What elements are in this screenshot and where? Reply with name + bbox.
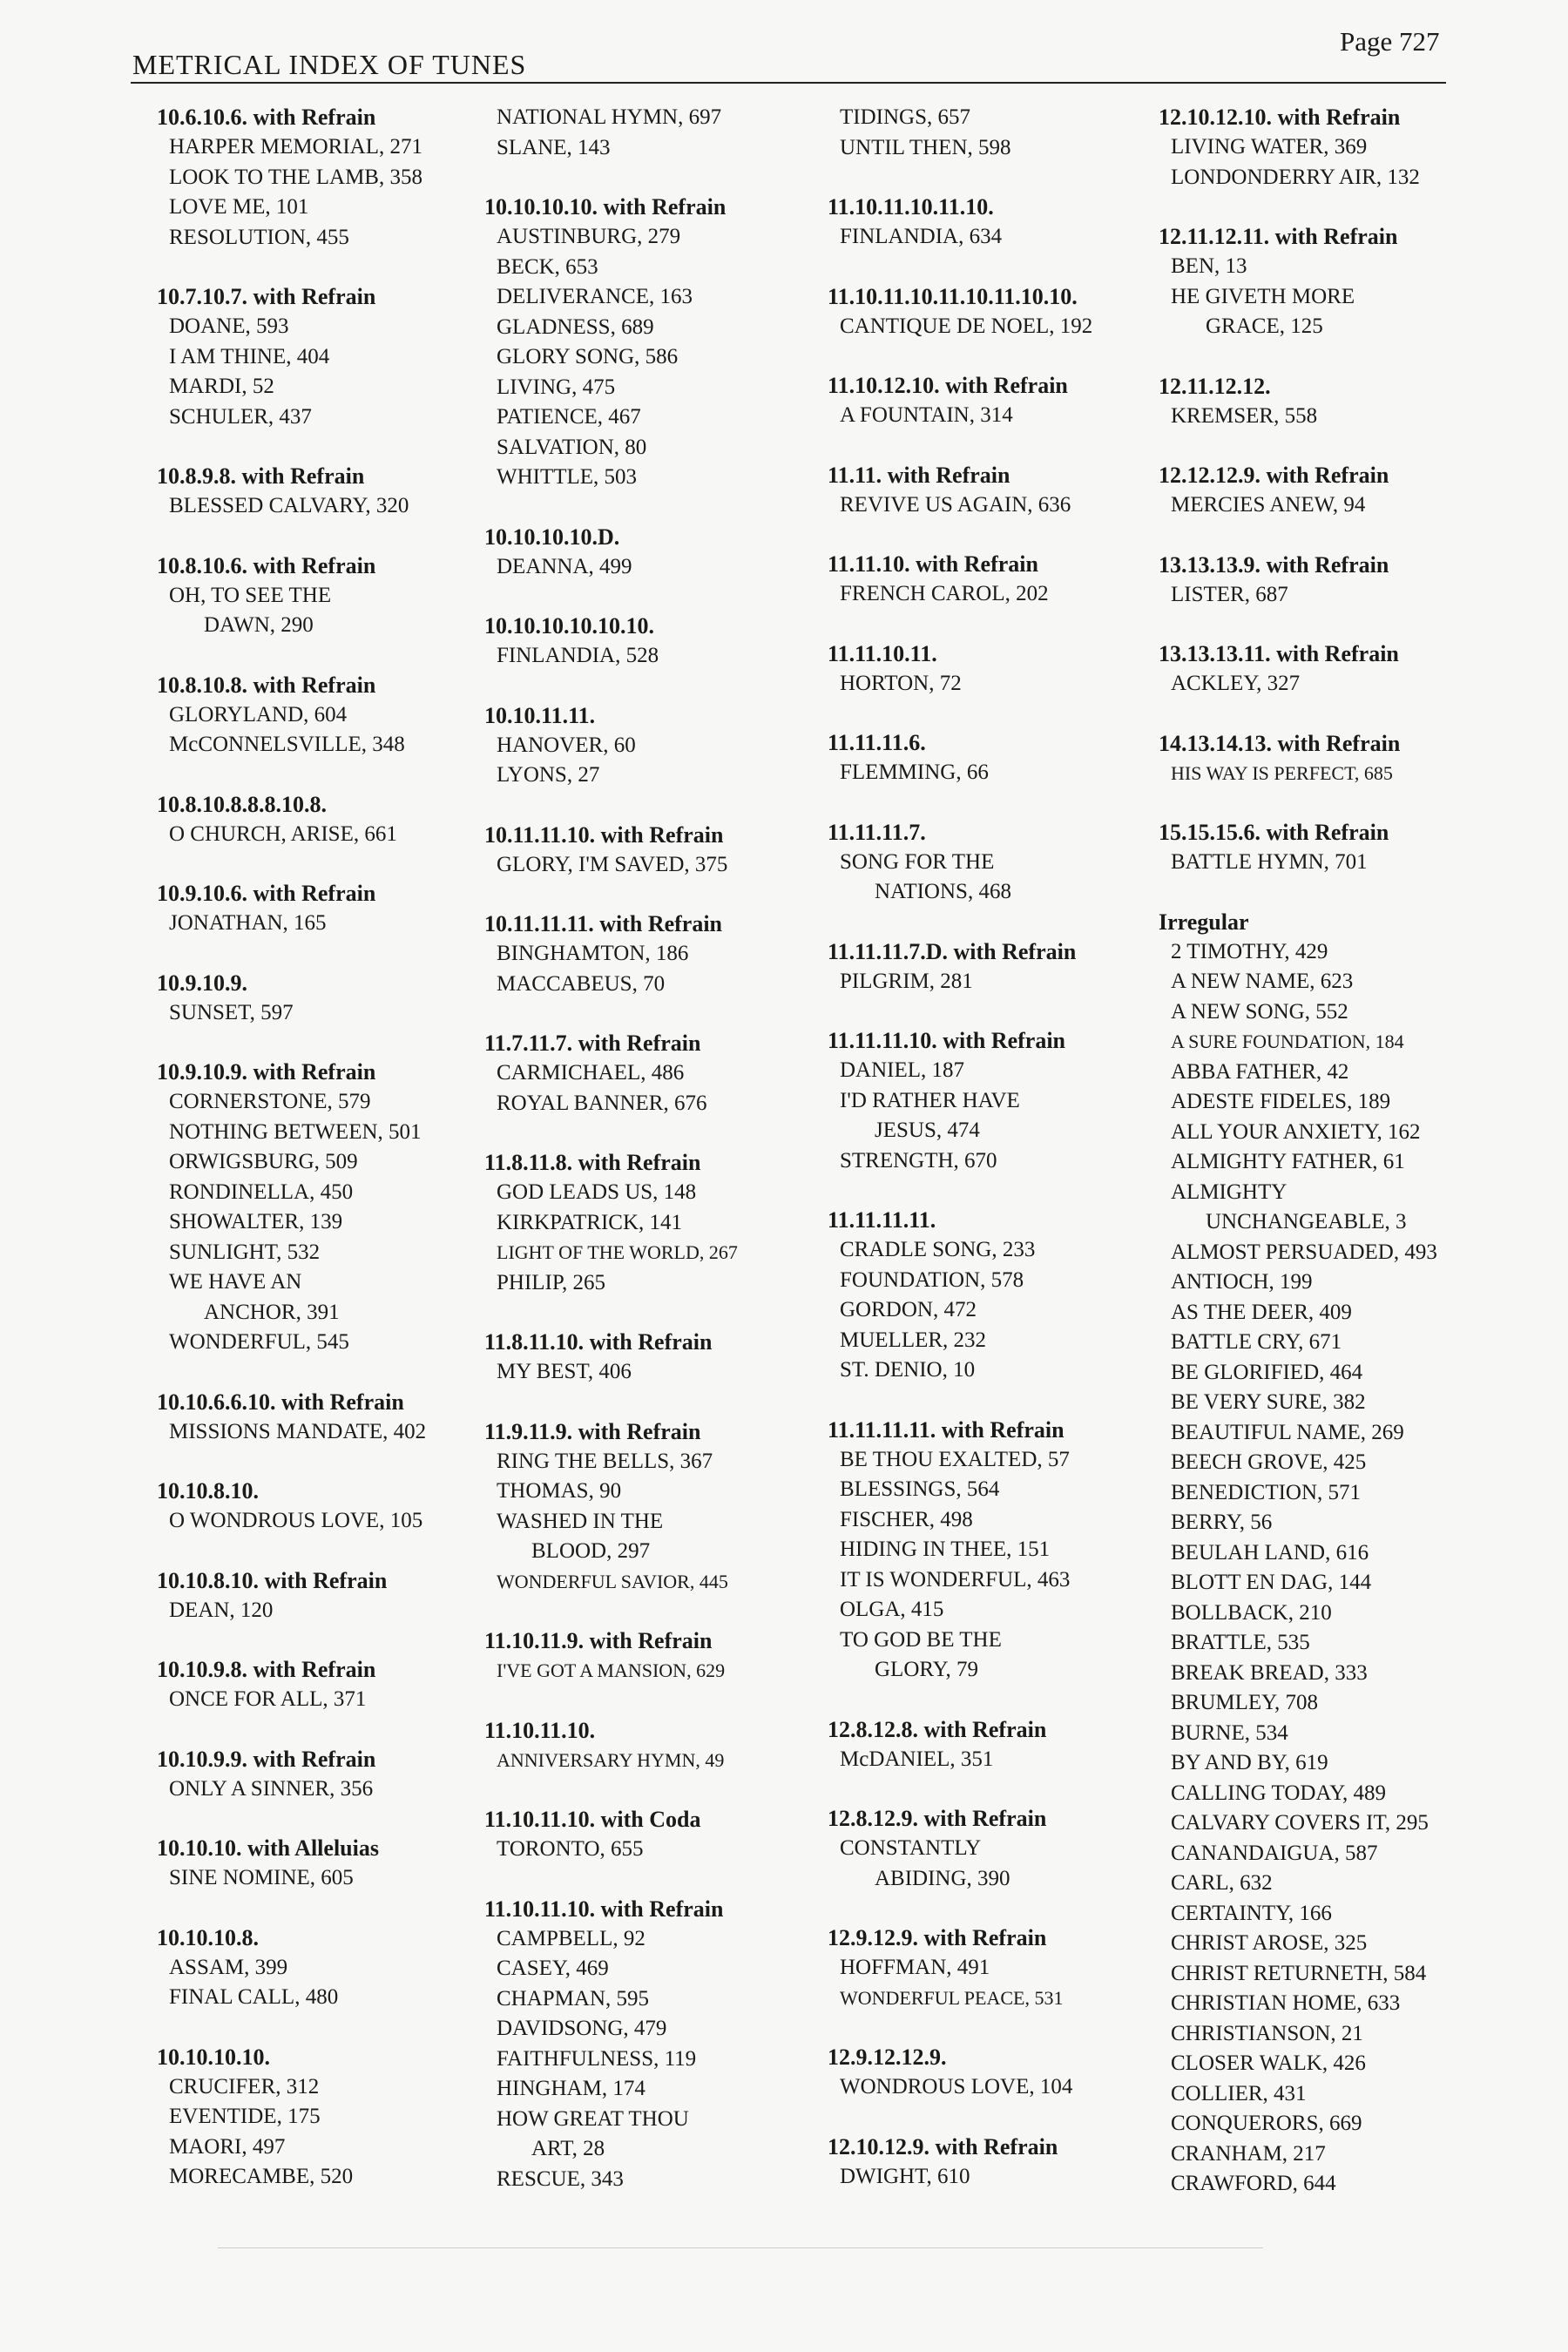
tune-entry: BLESSED CALVARY, 320 — [169, 494, 409, 517]
tune-entry: CERTAINTY, 166 — [1171, 1901, 1332, 1925]
tune-entry: O WONDROUS LOVE, 105 — [169, 1509, 423, 1532]
tune-entry: BREAK BREAD, 333 — [1171, 1660, 1368, 1685]
meter-group — [157, 551, 505, 641]
tune-entry: DAVIDSONG, 479 — [497, 2017, 667, 2040]
tune-entry: ACKLEY, 327 — [1171, 672, 1301, 695]
meter-heading: 10.10.9.9. with Refrain — [157, 1746, 376, 1772]
tune-entry: ALMIGHTY FATHER, 61 — [1171, 1150, 1405, 1173]
meter-heading: 10.10.6.6.10. with Refrain — [157, 1389, 404, 1415]
tune-entry: CASEY, 469 — [497, 1957, 609, 1980]
tune-entry: TO GOD BE THE — [840, 1627, 1002, 1652]
tune-entry: HORTON, 72 — [840, 671, 962, 695]
meter-heading: 11.10.11.10. with Refrain — [484, 1896, 724, 1922]
meter-group — [828, 1206, 1176, 1386]
page-title: METRICAL INDEX OF TUNES — [132, 49, 527, 80]
tune-entry: GRACE, 125 — [1206, 314, 1323, 338]
tune-entry: GLADNESS, 689 — [497, 314, 654, 339]
tune-entry: KIRKPATRICK, 141 — [497, 1210, 683, 1234]
index-column-3 — [828, 103, 1176, 2221]
meter-group — [157, 1655, 505, 1715]
meter-group — [828, 371, 1176, 431]
meter-group — [828, 937, 1176, 997]
tune-entry: COLLIER, 431 — [1171, 2081, 1307, 2105]
tune-entry: McCONNELSVILLE, 348 — [169, 733, 405, 756]
meter-group — [157, 879, 505, 939]
meter-group — [828, 461, 1176, 521]
tune-entry: MUELLER, 232 — [840, 1328, 987, 1352]
tune-entry: LISTER, 687 — [1171, 582, 1288, 606]
tune-entry: CRANHAM, 217 — [1171, 2141, 1326, 2166]
tune-entry: WE HAVE AN — [169, 1270, 302, 1294]
meter-heading: 11.11.11.11. with Refrain — [828, 1416, 1064, 1443]
tune-entry: GLORY SONG, 586 — [497, 345, 679, 368]
meter-group — [484, 523, 833, 583]
tune-entry: AUSTINBURG, 279 — [497, 225, 681, 248]
index-column-1 — [157, 103, 505, 2222]
meter-heading: 10.9.10.9. with Refrain — [157, 1059, 376, 1085]
tune-entry: LONDONDERRY AIR, 132 — [1171, 165, 1420, 189]
tune-entry: SHOWALTER, 139 — [169, 1210, 343, 1233]
tune-entry: DEAN, 120 — [169, 1598, 274, 1622]
meter-heading: 10.7.10.7. with Refrain — [157, 284, 376, 309]
tune-entry: THOMAS, 90 — [497, 1479, 622, 1503]
tune-entry: ADESTE FIDELES, 189 — [1171, 1090, 1391, 1113]
meter-group — [484, 1626, 833, 1686]
meter-heading: 13.13.13.11. with Refrain — [1159, 641, 1399, 666]
tune-entry: CHRIST RETURNETH, 584 — [1171, 1961, 1427, 1985]
meter-group — [828, 103, 1176, 163]
meter-heading: 12.11.12.12. — [1159, 373, 1271, 399]
tune-entry: LIGHT OF THE WORLD, 267 — [497, 1241, 738, 1263]
tune-entry: BERRY, 56 — [1171, 1511, 1273, 1534]
tune-entry: HIDING IN THEE, 151 — [840, 1538, 1051, 1561]
tune-entry: LIVING WATER, 369 — [1171, 135, 1368, 159]
meter-heading: 10.10.10.10.D. — [484, 524, 620, 550]
meter-heading: Irregular — [1159, 909, 1249, 935]
tune-entry: FINAL CALL, 480 — [169, 1985, 339, 2009]
tune-entry: JONATHAN, 165 — [169, 911, 327, 935]
meter-heading: 11.11.11.11. — [828, 1207, 936, 1233]
meter-group — [484, 1805, 833, 1865]
meter-group — [828, 818, 1176, 908]
tune-entry: OH, TO SEE THE — [169, 583, 332, 607]
tune-entry: ABIDING, 390 — [875, 1866, 1010, 1890]
tune-entry: FINLANDIA, 528 — [497, 644, 659, 667]
meter-group — [1159, 908, 1498, 2200]
tune-entry: CHRISTIAN HOME, 633 — [1171, 1991, 1401, 2015]
tune-entry: ABBA FATHER, 42 — [1171, 1059, 1349, 1084]
tune-entry: ALMOST PERSUADED, 493 — [1171, 1240, 1437, 1264]
tune-entry: TIDINGS, 657 — [840, 105, 970, 129]
tune-entry: I'D RATHER HAVE — [840, 1088, 1020, 1112]
tune-entry: WONDROUS LOVE, 104 — [840, 2075, 1073, 2099]
meter-heading: 10.10.11.11. — [484, 702, 596, 728]
tune-entry: BEECH GROVE, 425 — [1171, 1450, 1367, 1474]
tune-entry: DEANNA, 499 — [497, 554, 632, 578]
tune-entry: BLOTT EN DAG, 144 — [1171, 1571, 1372, 1594]
tune-entry: BECK, 653 — [497, 254, 598, 279]
tune-entry: SUNLIGHT, 532 — [169, 1240, 321, 1264]
tune-entry: GOD LEADS US, 148 — [497, 1180, 697, 1204]
tune-entry: RONDINELLA, 450 — [169, 1179, 354, 1204]
tune-entry: FAITHFULNESS, 119 — [497, 2046, 697, 2071]
meter-heading: 10.11.11.11. with Refrain — [484, 911, 723, 936]
tune-entry: SALVATION, 80 — [497, 435, 647, 459]
meter-group — [484, 612, 833, 672]
tune-entry: OLGA, 415 — [840, 1598, 944, 1621]
meter-group — [157, 282, 505, 432]
tune-entry: WONDERFUL, 545 — [169, 1330, 349, 1354]
meter-group — [484, 1417, 833, 1598]
tune-entry: PATIENCE, 467 — [497, 405, 641, 429]
index-column-4 — [1159, 103, 1498, 2229]
meter-group — [157, 103, 505, 253]
tune-entry: BEAUTIFUL NAME, 269 — [1171, 1420, 1404, 1444]
meter-group — [1159, 103, 1498, 193]
tune-entry: I AM THINE, 404 — [169, 344, 330, 368]
index-column-2 — [484, 103, 833, 2224]
tune-entry: GORDON, 472 — [840, 1298, 977, 1321]
tune-entry: BRATTLE, 535 — [1171, 1631, 1310, 1654]
tune-entry: RESCUE, 343 — [497, 2166, 624, 2191]
meter-group — [1159, 818, 1498, 878]
tune-entry: IT IS WONDERFUL, 463 — [840, 1567, 1071, 1592]
tune-entry: NOTHING BETWEEN, 501 — [169, 1119, 422, 1144]
tune-entry: SINE NOMINE, 605 — [169, 1866, 354, 1889]
meter-group — [484, 193, 833, 493]
tune-entry: ANTIOCH, 199 — [1171, 1270, 1313, 1294]
tune-entry: MORECAMBE, 520 — [169, 2165, 354, 2188]
meter-group — [484, 701, 833, 791]
tune-entry: HOFFMAN, 491 — [840, 1956, 990, 1979]
meter-heading: 11.10.11.9. with Refrain — [484, 1628, 713, 1653]
tune-entry: LIVING, 475 — [497, 375, 616, 399]
tune-entry: PHILIP, 265 — [497, 1270, 606, 1294]
tune-entry: A NEW NAME, 623 — [1171, 970, 1354, 993]
meter-heading: 11.11. with Refrain — [828, 462, 1010, 488]
tune-entry: A NEW SONG, 552 — [1171, 999, 1348, 1024]
meter-heading: 10.8.10.6. with Refrain — [157, 552, 376, 578]
tune-entry: A SURE FOUNDATION, 184 — [1171, 1031, 1404, 1052]
meter-heading: 11.9.11.9. with Refrain — [484, 1418, 701, 1444]
tune-entry: ASSAM, 399 — [169, 1955, 288, 1979]
meter-group — [157, 969, 505, 1029]
meter-heading: 10.10.10. with Alleluias — [157, 1835, 379, 1861]
tune-entry: BEN, 13 — [1171, 254, 1247, 278]
meter-heading: 11.11.11.6. — [828, 730, 926, 755]
meter-group — [828, 728, 1176, 788]
tune-entry: CHRIST AROSE, 325 — [1171, 1931, 1368, 1955]
tune-entry: EVENTIDE, 175 — [169, 2105, 321, 2128]
tune-entry: CALLING TODAY, 489 — [1171, 1781, 1387, 1805]
tune-entry: CARL, 632 — [1171, 1871, 1273, 1895]
meter-heading: 11.10.11.10.11.10. — [828, 194, 994, 220]
tune-entry: ANCHOR, 391 — [204, 1300, 340, 1324]
tune-entry: WONDERFUL SAVIOR, 445 — [497, 1570, 728, 1592]
tune-entry: CRUCIFER, 312 — [169, 2074, 320, 2099]
meter-group — [828, 1715, 1176, 1775]
tune-entry: AS THE DEER, 409 — [1171, 1300, 1352, 1324]
tune-entry: BENEDICTION, 571 — [1171, 1480, 1362, 1504]
tune-entry: MERCIES ANEW, 94 — [1171, 493, 1366, 517]
meter-group — [828, 550, 1176, 610]
tune-entry: LOOK TO THE LAMB, 358 — [169, 165, 422, 189]
meter-heading: 10.6.10.6. with Refrain — [157, 105, 376, 130]
tune-entry: MACCABEUS, 70 — [497, 971, 666, 996]
tune-entry: BLOOD, 297 — [531, 1539, 651, 1563]
tune-entry: CAMPBELL, 92 — [497, 1926, 645, 1950]
tune-entry: SUNSET, 597 — [169, 1000, 294, 1024]
tune-entry: BEULAH LAND, 616 — [1171, 1540, 1369, 1565]
meter-group — [1159, 639, 1498, 700]
header-rule — [131, 82, 1446, 84]
tune-entry: LYONS, 27 — [497, 763, 600, 787]
meter-heading: 10.9.10.9. — [157, 970, 247, 996]
meter-heading: 12.12.12.9. with Refrain — [1159, 463, 1389, 488]
tune-entry: MISSIONS MANDATE, 402 — [169, 1419, 427, 1443]
tune-entry: BATTLE CRY, 671 — [1171, 1330, 1342, 1354]
tune-entry: MAORI, 497 — [169, 2134, 286, 2159]
tune-entry: REVIVE US AGAIN, 636 — [840, 492, 1071, 517]
meter-heading: 10.8.9.8. with Refrain — [157, 463, 365, 489]
meter-heading: 15.15.15.6. with Refrain — [1159, 820, 1389, 845]
meter-heading: 12.8.12.9. with Refrain — [828, 1806, 1047, 1831]
tune-entry: ONLY A SINNER, 356 — [169, 1776, 374, 1801]
tune-entry: ONCE FOR ALL, 371 — [169, 1687, 367, 1711]
tune-entry: RING THE BELLS, 367 — [497, 1449, 713, 1473]
meter-group — [484, 821, 833, 881]
meter-heading: 11.11.10.11. — [828, 640, 937, 666]
meter-heading: 11.10.11.10.11.10.11.10.10. — [828, 283, 1078, 309]
meter-heading: 12.9.12.9. with Refrain — [828, 1925, 1047, 1950]
tune-entry: BLESSINGS, 564 — [840, 1477, 1000, 1501]
tune-entry: SONG FOR THE — [840, 849, 995, 874]
tune-entry: BURNE, 534 — [1171, 1720, 1288, 1745]
meter-group — [157, 1834, 505, 1894]
tune-entry: O CHURCH, ARISE, 661 — [169, 821, 397, 846]
tune-entry: CORNERSTONE, 579 — [169, 1090, 371, 1113]
tune-entry: WHITTLE, 503 — [497, 465, 638, 489]
meter-heading: 10.8.10.8.8.8.10.8. — [157, 791, 327, 817]
tune-entry: FRENCH CAROL, 202 — [840, 582, 1049, 605]
meter-heading: 11.11.11.7.D. with Refrain — [828, 938, 1077, 964]
meter-group — [157, 1923, 505, 2013]
tune-entry: CHAPMAN, 595 — [497, 1986, 650, 2011]
meter-group — [828, 282, 1176, 342]
tune-entry: CLOSER WALK, 426 — [1171, 2051, 1366, 2075]
meter-heading: 10.10.8.10. — [157, 1478, 259, 1504]
tune-entry: PILGRIM, 281 — [840, 969, 973, 993]
tune-entry: HOW GREAT THOU — [497, 2106, 689, 2131]
meter-group — [828, 1416, 1176, 1686]
meter-group — [828, 2043, 1176, 2103]
tune-entry: BINGHAMTON, 186 — [497, 942, 689, 965]
meter-group — [157, 462, 505, 522]
meter-group — [1159, 729, 1498, 789]
meter-group — [157, 1477, 505, 1537]
tune-entry: HARPER MEMORIAL, 271 — [169, 135, 422, 159]
meter-heading: 11.7.11.7. with Refrain — [484, 1031, 701, 1056]
tune-entry: STRENGTH, 670 — [840, 1148, 997, 1173]
meter-group — [484, 1328, 833, 1388]
tune-entry: SLANE, 143 — [497, 135, 611, 159]
tune-entry: GLORY, 79 — [875, 1658, 979, 1681]
tune-entry: MARDI, 52 — [169, 375, 274, 398]
tune-entry: SCHULER, 437 — [169, 404, 312, 429]
meter-group — [828, 2132, 1176, 2193]
tune-entry: BRUMLEY, 708 — [1171, 1691, 1319, 1714]
tune-entry: MY BEST, 406 — [497, 1360, 632, 1383]
meter-group — [157, 2043, 505, 2193]
meter-heading: 12.8.12.8. with Refrain — [828, 1716, 1047, 1742]
meter-group — [484, 103, 833, 163]
meter-heading: 11.11.11.7. — [828, 819, 926, 845]
tune-entry: ST. DENIO, 10 — [840, 1358, 976, 1382]
tune-entry: McDANIEL, 351 — [840, 1747, 994, 1771]
tune-entry: ART, 28 — [531, 2137, 605, 2160]
tune-entry: CANTIQUE DE NOEL, 192 — [840, 314, 1093, 338]
meter-group — [484, 1029, 833, 1119]
meter-group — [828, 1923, 1176, 2013]
meter-group — [157, 671, 505, 760]
tune-entry: DOANE, 593 — [169, 314, 289, 338]
tune-entry: BATTLE HYMN, 701 — [1171, 850, 1368, 874]
tune-entry: HE GIVETH MORE — [1171, 284, 1355, 308]
meter-heading: 10.10.8.10. with Refrain — [157, 1567, 388, 1593]
tune-entry: ORWIGSBURG, 509 — [169, 1150, 358, 1173]
meter-group — [828, 1026, 1176, 1176]
meter-heading: 10.10.9.8. with Refrain — [157, 1657, 376, 1682]
meter-group — [1159, 461, 1498, 521]
meter-heading: 11.8.11.10. with Refrain — [484, 1329, 713, 1355]
tune-entry: FOUNDATION, 578 — [840, 1267, 1024, 1292]
tune-entry: FLEMMING, 66 — [840, 760, 989, 784]
tune-entry: GLORYLAND, 604 — [169, 702, 348, 727]
meter-heading: 11.10.11.10. with Coda — [484, 1807, 701, 1832]
tune-entry: I'VE GOT A MANSION, 629 — [497, 1659, 726, 1681]
meter-heading: 10.8.10.8. with Refrain — [157, 672, 376, 698]
tune-entry: WASHED IN THE — [497, 1509, 664, 1533]
tune-entry: HINGHAM, 174 — [497, 2077, 645, 2100]
tune-entry: HIS WAY IS PERFECT, 685 — [1171, 761, 1393, 784]
tune-entry: CHRISTIANSON, 21 — [1171, 2021, 1363, 2045]
meter-heading: 13.13.13.9. with Refrain — [1159, 551, 1389, 578]
tune-entry: BE THOU EXALTED, 57 — [840, 1447, 1070, 1471]
tune-entry: DANIEL, 187 — [840, 1058, 965, 1082]
meter-heading: 10.11.11.10. with Refrain — [484, 821, 724, 848]
tune-entry: A FOUNTAIN, 314 — [840, 403, 1013, 427]
tune-entry: RESOLUTION, 455 — [169, 225, 349, 249]
meter-group — [157, 1566, 505, 1626]
meter-heading: 10.10.10.10.10.10. — [484, 613, 654, 639]
meter-heading: 10.9.10.6. with Refrain — [157, 881, 376, 906]
meter-heading: 12.10.12.9. with Refrain — [828, 2133, 1058, 2159]
meter-group — [484, 1148, 833, 1298]
tune-entry: TORONTO, 655 — [497, 1837, 644, 1861]
tune-entry: LOVE ME, 101 — [169, 195, 309, 219]
page-number: Page 727 — [1340, 26, 1440, 57]
meter-group — [157, 1745, 505, 1805]
tune-entry: DAWN, 290 — [204, 613, 314, 637]
tune-entry: DELIVERANCE, 163 — [497, 285, 693, 308]
meter-heading: 10.10.10.10. — [157, 2044, 270, 2070]
tune-entry: WONDERFUL PEACE, 531 — [840, 1986, 1064, 2009]
tune-entry: CARMICHAEL, 486 — [497, 1061, 685, 1085]
tune-entry: CRADLE SONG, 233 — [840, 1238, 1036, 1261]
meter-group — [157, 790, 505, 850]
tune-entry: BY AND BY, 619 — [1171, 1751, 1328, 1774]
meter-heading: 14.13.14.13. with Refrain — [1159, 730, 1401, 756]
tune-entry: CONSTANTLY — [840, 1836, 982, 1860]
tune-entry: FISCHER, 498 — [840, 1507, 973, 1531]
tune-entry: NATIONAL HYMN, 697 — [497, 105, 722, 129]
meter-heading: 12.11.12.11. with Refrain — [1159, 224, 1398, 249]
tune-entry: 2 TIMOTHY, 429 — [1171, 939, 1328, 963]
meter-heading: 11.10.11.10. — [484, 1717, 596, 1743]
tune-entry: DWIGHT, 610 — [840, 2164, 970, 2188]
tune-entry: ANNIVERSARY HYMN, 49 — [497, 1748, 725, 1771]
meter-heading: 11.8.11.8. with Refrain — [484, 1150, 701, 1175]
tune-entry: HANOVER, 60 — [497, 733, 636, 757]
tune-entry: FINLANDIA, 634 — [840, 225, 1003, 248]
footer-rule — [218, 2247, 1263, 2248]
tune-entry: NATIONS, 468 — [875, 880, 1011, 903]
tune-entry: CALVARY COVERS IT, 295 — [1171, 1811, 1429, 1835]
meter-group — [484, 1716, 833, 1776]
tune-entry: UNTIL THEN, 598 — [840, 135, 1011, 159]
meter-heading: 11.10.12.10. with Refrain — [828, 373, 1068, 398]
tune-entry: ALL YOUR ANXIETY, 162 — [1171, 1119, 1421, 1144]
meter-group — [157, 1058, 505, 1358]
meter-heading: 12.10.12.10. with Refrain — [1159, 105, 1401, 130]
meter-group — [1159, 372, 1498, 432]
meter-group — [828, 639, 1176, 700]
tune-entry: ROYAL BANNER, 676 — [497, 1091, 707, 1115]
meter-group — [1159, 222, 1498, 342]
meter-heading: 11.11.11.10. with Refrain — [828, 1028, 1066, 1053]
meter-group — [484, 1895, 833, 2195]
meter-heading: 12.9.12.12.9. — [828, 2044, 947, 2070]
meter-heading: 10.10.10.8. — [157, 1924, 259, 1950]
meter-group — [157, 1388, 505, 1448]
tune-entry: BOLLBACK, 210 — [1171, 1600, 1332, 1625]
tune-entry: BE GLORIFIED, 464 — [1171, 1360, 1363, 1384]
tune-entry: BE VERY SURE, 382 — [1171, 1390, 1366, 1414]
tune-entry: CRAWFORD, 644 — [1171, 2172, 1336, 2195]
tune-entry: CANANDAIGUA, 587 — [1171, 1841, 1378, 1865]
tune-entry: ALMIGHTY — [1171, 1179, 1288, 1204]
tune-entry: UNCHANGEABLE, 3 — [1206, 1210, 1407, 1233]
meter-group — [828, 1804, 1176, 1894]
tune-entry: GLORY, I'M SAVED, 375 — [497, 852, 728, 876]
tune-entry: KREMSER, 558 — [1171, 403, 1318, 428]
meter-group — [1159, 551, 1498, 611]
meter-heading: 11.11.10. with Refrain — [828, 551, 1038, 577]
meter-group — [828, 193, 1176, 253]
tune-entry: JESUS, 474 — [875, 1119, 980, 1142]
meter-group — [484, 909, 833, 999]
tune-entry: CONQUERORS, 669 — [1171, 2112, 1362, 2135]
meter-heading: 10.10.10.10. with Refrain — [484, 194, 727, 220]
